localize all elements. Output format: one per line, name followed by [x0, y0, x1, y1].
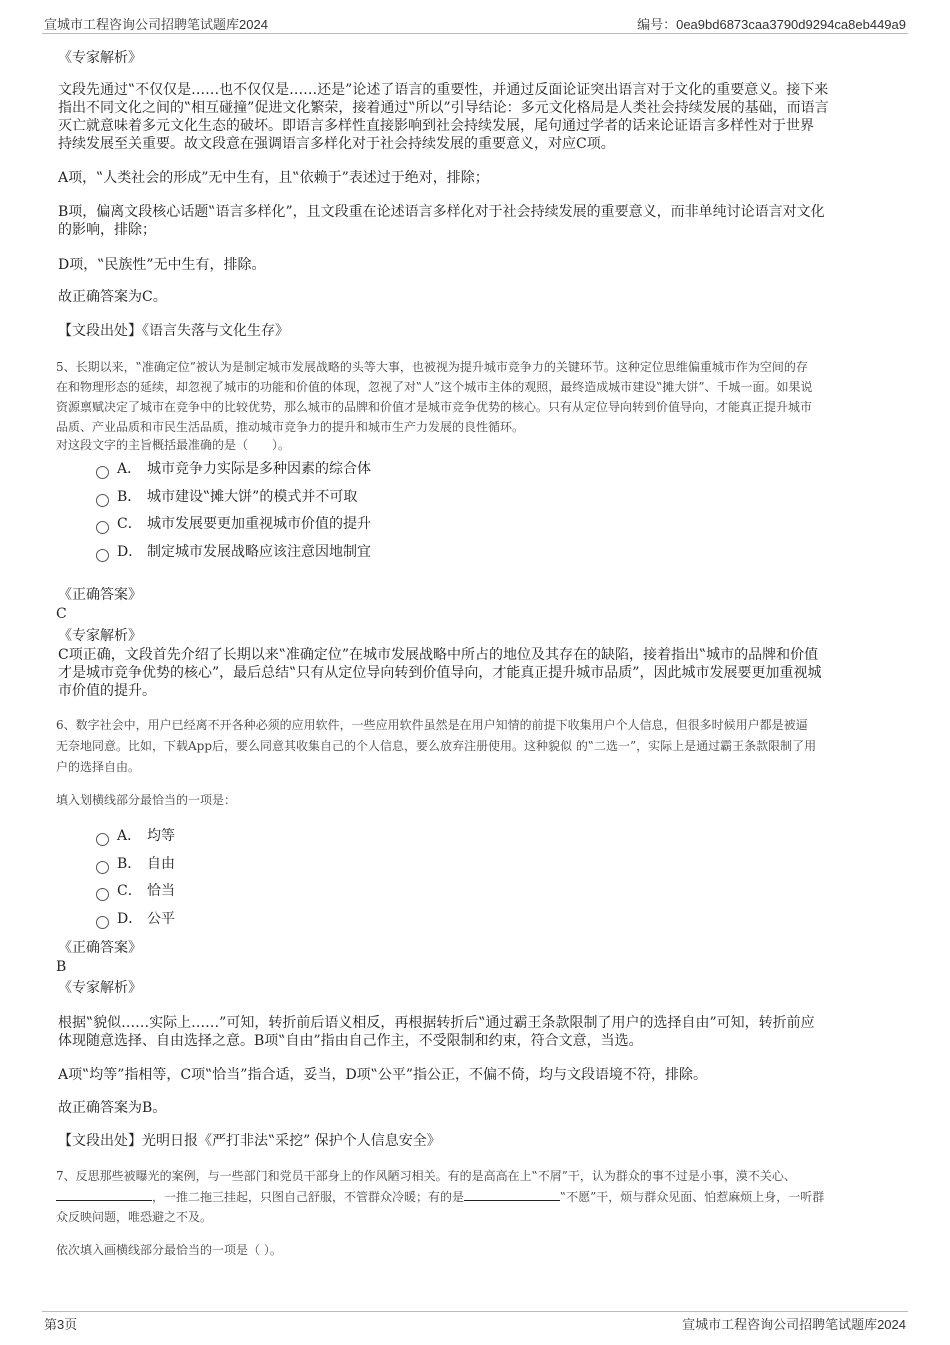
q4-analysis-line: 持续发展至关重要。故文段意在强调语言多样化对于社会持续发展的重要意义，对应C项。 — [58, 136, 615, 152]
q5-stem-line: 资源禀赋决定了城市在竞争中的比较优势，那么城市的品牌和价值才是城市竞争优势的核心。只有从定位导向转到价值导向，才能真正提升城市 — [56, 400, 813, 414]
radio-icon[interactable] — [96, 521, 109, 534]
q6-stem-line: 户的选择自由。 — [56, 760, 141, 774]
q6-option-b[interactable] — [96, 853, 175, 875]
option-text: 城市建设‟摊大饼”的模式并不可取 — [147, 489, 358, 505]
document-code — [637, 14, 906, 33]
header-divider — [42, 33, 908, 34]
option-label: B． — [117, 489, 142, 505]
q6-stem-line: 无奈地同意。比如，下载App后，要么同意其收集自己的个人信息，要么放弃注册使用。这种貌似 的‟二选一”，实际上是通过霸王条款限制了用 — [56, 739, 817, 753]
q7-prompt: 依次填入画横线部分最恰当的一项是（ ）。 — [56, 1243, 282, 1257]
q7-stem-line: 7、反思那些被曝光的案例，与一些部门和党员干部身上的作风陋习相关。有的是高高在上‟不屑”干，认为群众的事不过是小事，漠不关心、 — [56, 1169, 796, 1183]
q7-stem-line — [56, 1188, 824, 1206]
option-text: 城市发展要更加重视城市价值的提升 — [147, 516, 371, 532]
q4-analysis-title: 《专家解析》 — [58, 50, 142, 66]
option-label: D． — [117, 911, 143, 927]
answer-blank — [56, 1188, 152, 1201]
radio-icon[interactable] — [96, 494, 109, 507]
q5-stem-line: 对这段文字的主旨概括最准确的是（ ）。 — [56, 438, 291, 452]
q6-source: 【文段出处】光明日报《严打非法‟采挖” 保护个人信息安全》 — [58, 1133, 441, 1149]
q5-stem-line: 5、长期以来，‟准确定位”被认为是制定城市发展战略的头等大事，也被视为提升城市竞争力的关键环节。这种定位思维偏重城市作为空间的存 — [56, 360, 808, 374]
page-number: 第3页 — [44, 1317, 78, 1332]
document-code-value: 0ea9bd6873caa3790d9294ca8eb449a9 — [676, 17, 906, 32]
q6-option-d[interactable] — [96, 908, 175, 930]
option-text: 公平 — [147, 911, 175, 927]
option-text: 恰当 — [147, 883, 175, 899]
radio-icon[interactable] — [96, 916, 109, 929]
q4-analysis-line: 指出不同文化之间的‟相互碰撞”促进文化繁荣，接着通过‟所以”引导结论：多元文化格局是人类社会持续发展的基础，而语言 — [58, 100, 829, 116]
q6-option-c[interactable] — [96, 880, 175, 902]
option-label: D． — [117, 544, 143, 560]
q5-stem-line: 在和物理形态的延续，却忽视了城市的功能和价值的体现，忽视了对‟人”这个城市主体的观照，最终造成城市建设‟摊大饼”、千城一面。如果说 — [56, 380, 813, 394]
q4-option-d-analysis: D项，‟民族性”无中生有，排除。 — [58, 257, 266, 273]
footer-title: 宣城市工程咨询公司招聘笔试题库2024 — [682, 1317, 906, 1332]
option-label: C． — [117, 883, 142, 899]
option-text: 均等 — [147, 828, 175, 844]
radio-icon[interactable] — [96, 833, 109, 846]
answer-blank — [464, 1188, 560, 1201]
q5-analysis-line: 市价值的提升。 — [58, 683, 156, 699]
option-label: C． — [117, 516, 142, 532]
q5-stem-line: 品质、产业品质和市民生活品质，推动城市竞争力的提升和城市生产力发展的良性循环。 — [56, 420, 525, 434]
q7-stem-line: 众反映问题，唯恐避之不及。 — [56, 1210, 213, 1224]
q6-analysis-line: 体现随意选择、自由选择之意。B项‟自由”指由自己作主，不受限制和约束，符合文意，当选。 — [58, 1033, 643, 1049]
q4-conclusion: 故正确答案为C。 — [58, 289, 167, 305]
radio-icon[interactable] — [96, 466, 109, 479]
q7-stem-text: ，一推二拖三挂起，只图自己舒服，不管群众冷暖；有的是 — [152, 1190, 465, 1204]
q7-stem-text: ‟不愿”干，烦与群众见面、怕惹麻烦上身，一听群 — [560, 1190, 825, 1204]
q5-option-d[interactable] — [96, 541, 371, 563]
q6-analysis-line: 根据‟貌似……实际上……”可知，转折前后语义相反，再根据转折后‟通过霸王条款限制了用户的选择自由”可知，转折前应 — [58, 1015, 815, 1031]
option-text: 制定城市发展战略应该注意因地制宜 — [147, 544, 371, 560]
q6-analysis-title: 《专家解析》 — [58, 980, 142, 996]
document-code-label: 编号： — [637, 17, 677, 32]
option-label: A． — [117, 461, 142, 477]
option-text: 城市竞争力实际是多种因素的综合体 — [147, 461, 371, 477]
radio-icon[interactable] — [96, 861, 109, 874]
q5-analysis-line: C项正确，文段首先介绍了长期以来‟准确定位”在城市发展战略中所占的地位及其存在的缺陷，接着指出‟城市的品牌和价值 — [58, 647, 819, 663]
q4-analysis-line: 灭亡就意味着多元文化生态的破坏。即语言多样性直接影响到社会持续发展，尾句通过学者的话来论证语言多样性对于世界 — [58, 118, 814, 134]
q5-answer-title: 《正确答案》 — [58, 587, 142, 603]
q6-other-options-analysis: A项‟均等”指相等，C项‟恰当”指合适，妥当，D项‟公平”指公正，不偏不倚，均与文段语境不符，排除。 — [58, 1067, 707, 1083]
option-label: B． — [117, 856, 142, 872]
q5-option-a[interactable] — [96, 458, 371, 480]
q6-conclusion: 故正确答案为B。 — [58, 1100, 167, 1116]
q4-source: 【文段出处】《语言失落与文化生存》 — [58, 323, 289, 339]
radio-icon[interactable] — [96, 549, 109, 562]
option-text: 自由 — [147, 856, 175, 872]
q4-option-b-analysis: B项，偏离文段核心话题‟语言多样化”，且文段重在论述语言多样化对于社会持续发展的重要意义，而非单纯讨论语言对文化 — [58, 204, 825, 220]
q5-option-c[interactable] — [96, 513, 371, 535]
q6-option-a[interactable] — [96, 825, 175, 847]
q6-stem-line: 6、数字社会中，用户已经离不开各种必须的应用软件，一些应用软件虽然是在用户知情的前提下收集用户个人信息，但很多时候用户都是被逼 — [56, 718, 808, 732]
q4-option-b-analysis: 的影响，排除； — [58, 222, 156, 238]
q6-answer: B — [56, 959, 67, 975]
q6-prompt: 填入划横线部分最恰当的一项是： — [56, 793, 237, 807]
q4-analysis-line: 文段先通过‟不仅仅是……也不仅仅是……还是”论述了语言的重要性，并通过反面论证突出语言对于文化的重要意义。接下来 — [58, 82, 829, 98]
q5-analysis-line: 才是城市竞争优势的核心”，最后总结‟只有从定位导向转到价值导向，才能真正提升城市品质”，因此城市发展要更加重视城 — [58, 665, 822, 681]
q6-answer-title: 《正确答案》 — [58, 940, 142, 956]
q5-analysis-title: 《专家解析》 — [58, 628, 142, 644]
q5-option-b[interactable] — [96, 486, 357, 508]
q4-option-a-analysis: A项，‟人类社会的形成”无中生有，且‟依赖于”表述过于绝对，排除； — [58, 170, 489, 186]
q5-answer: C — [56, 606, 67, 622]
radio-icon[interactable] — [96, 888, 109, 901]
option-label: A． — [117, 828, 142, 844]
footer-divider — [42, 1311, 908, 1312]
header-title: 宣城市工程咨询公司招聘笔试题库2024 — [44, 17, 268, 32]
